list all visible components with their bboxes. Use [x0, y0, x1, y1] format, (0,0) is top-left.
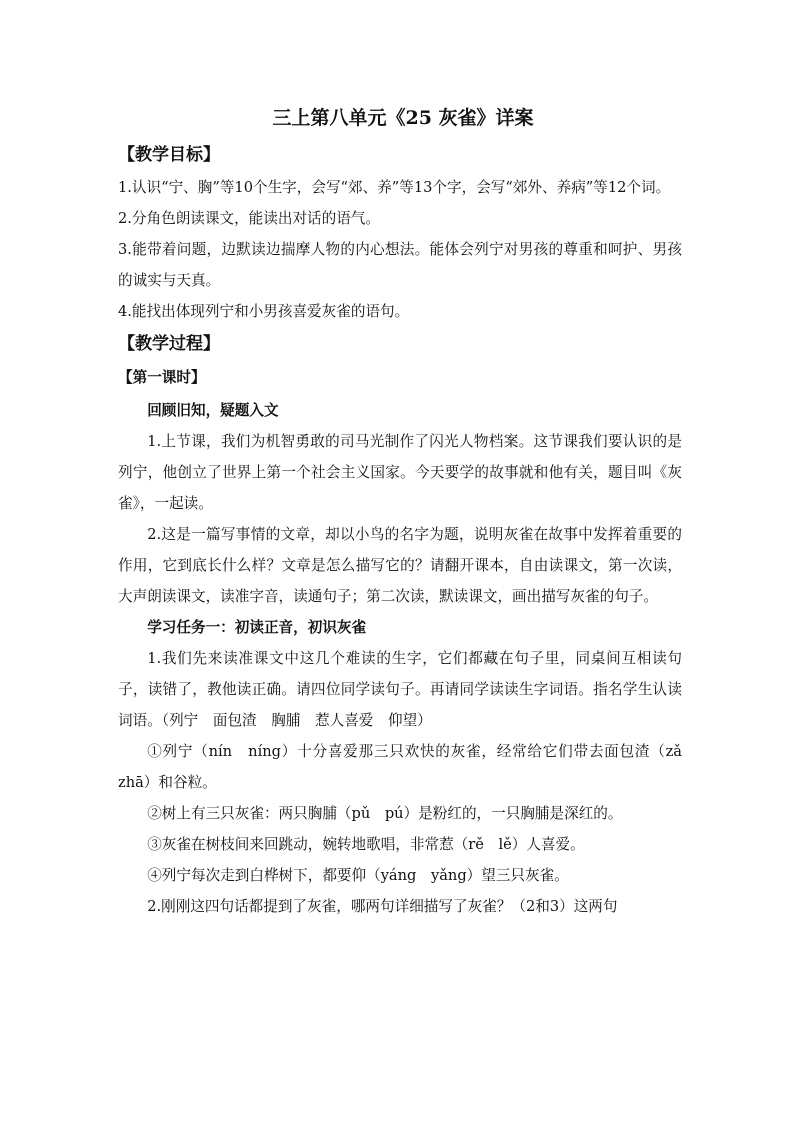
example-sentence: ①列宁（nín níng）十分喜爱那三只欢快的灰雀，经常给它们带去面包渣（zǎ zhā）和谷粒。	[118, 743, 697, 791]
example-sentence: ③灰雀在树枝间来回跳动，婉转地歌唱，非常惹（rě lě）人喜爱。	[147, 836, 585, 853]
body-paragraph: 1.上节课，我们为机智勇敢的司马光制作了闪光人物档案。这节课我们要认识的是列宁，他创立了世界上第一个社会主义国家。今天要学的故事就和他有关，题目叫《灰雀》，一起读。	[118, 433, 682, 512]
example-sentence: ④列宁每次走到白桦树下，都要仰（yáng yǎng）望三只灰雀。	[147, 867, 569, 884]
process-heading: 【教学过程】	[118, 334, 220, 354]
task1-heading: 学习任务一：初读正音，初识灰雀	[147, 619, 367, 636]
example-sentences	[118, 736, 697, 891]
goal-item: 4.能找出体现列宁和小男孩喜爱灰雀的语句。	[118, 303, 410, 320]
body-paragraph: 2.这是一篇写事情的文章，却以小鸟的名字为题，说明灰雀在故事中发挥着重要的作用，它到底长什么样？文章是怎么描写它的？请翻开课本，自由读课文，第一次读，大声朗读课文，读准字音，读通句子；第二次读，默读课文，画出描写灰雀的句子。	[118, 526, 682, 605]
goal-item: 3.能带着问题，边默读边揣摩人物的内心想法。能体会列宁对男孩的尊重和呵护、男孩的诚实与天真。	[118, 241, 682, 289]
goal-item: 2.分角色朗读课文，能读出对话的语气。	[118, 210, 381, 227]
body-paragraph: 1.我们先来读准课文中这几个难读的生字，它们都藏在句子里，同桌间互相读句子，读错了，教他读正确。请四位同学读句子。再请同学读读生字词语。指名学生认读词语。（列宁 面包渣 胸脯 惹人喜爱 仰望）	[118, 650, 682, 729]
example-sentence: ②树上有三只灰雀：两只胸脯（pǔ pú）是粉红的，一只胸脯是深红的。	[147, 805, 623, 822]
goals-heading: 【教学目标】	[118, 145, 220, 165]
goal-item: 1.认识“宁、胸”等10个生字，会写“郊、养”等13个字，会写“郊外、养病”等12个词。	[118, 179, 671, 196]
goals-list	[118, 172, 682, 327]
part1-heading: 回顾旧知，疑题入文	[147, 402, 279, 419]
document-title: 三上第八单元《25 灰雀》详案	[272, 107, 534, 129]
body-paragraph: 2.刚刚这四句话都提到了灰雀，哪两句详细描写了灰雀？（2和3）这两句	[147, 898, 618, 915]
lesson-heading: 【第一课时】	[118, 369, 206, 386]
